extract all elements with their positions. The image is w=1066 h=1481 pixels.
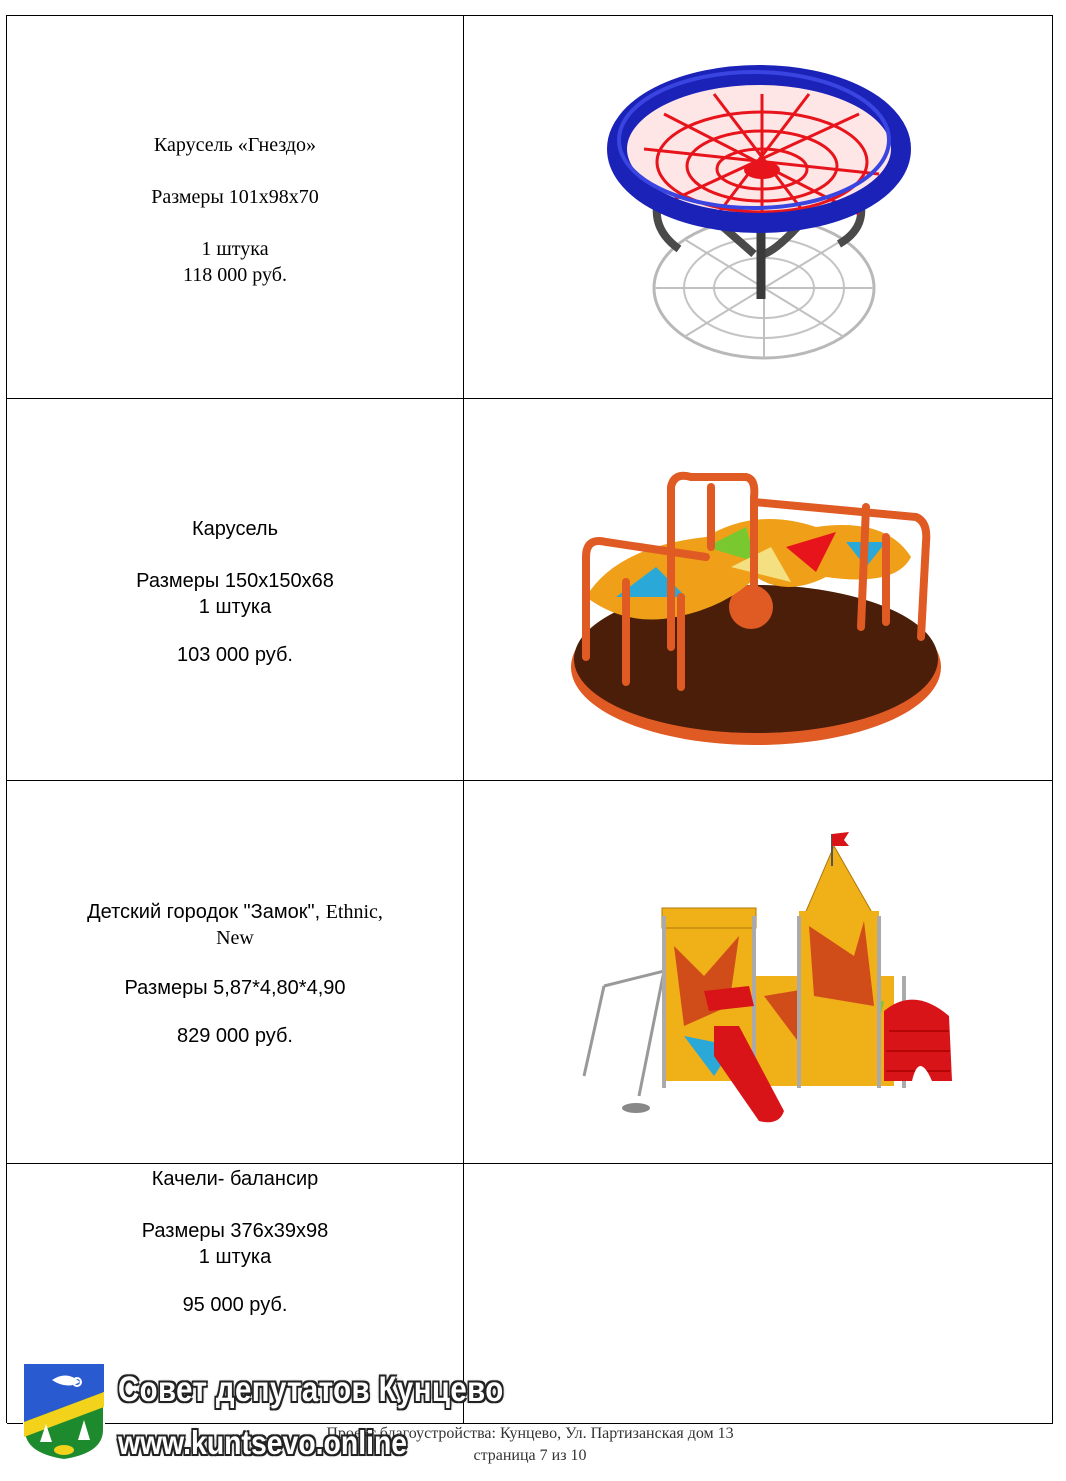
product-image-cell <box>464 1164 1053 1423</box>
table-row <box>7 781 1053 1164</box>
carousel-image <box>556 447 958 747</box>
product-size: Размеры 150х150х68 <box>136 570 334 592</box>
product-price: 118 000 руб. <box>183 264 287 286</box>
product-name-part: Детский городок "Замок", <box>87 901 326 923</box>
footer-page-number: страница 7 из 10 <box>473 1447 587 1464</box>
product-name <box>7 899 463 925</box>
product-quantity: 1 штука <box>198 1246 272 1268</box>
product-size: Размеры 5,87*4,80*4,90 <box>124 977 346 999</box>
product-price: 829 000 руб. <box>177 1025 293 1047</box>
product-image-cell <box>464 781 1053 1163</box>
product-price: 95 000 руб. <box>182 1294 288 1316</box>
product-size: Размеры 376х39х98 <box>141 1220 329 1242</box>
product-table <box>6 15 1053 1423</box>
nest-carousel-image <box>604 54 914 364</box>
footer-project: Проект благоустройства: Кунцево, Ул. Партизанская дом 13 <box>326 1425 734 1442</box>
watermark-url: www.kuntsevo.online <box>118 1424 408 1461</box>
product-quantity: 1 штука <box>198 596 272 618</box>
product-size: Размеры 101х98х70 <box>151 186 319 208</box>
product-name: Карусель <box>192 518 278 540</box>
product-name: Качели- балансир <box>151 1168 319 1190</box>
product-description-cell <box>7 16 464 398</box>
watermark-title: Совет депутатов Кунцево <box>118 1370 504 1409</box>
product-quantity: 1 штука <box>201 238 269 260</box>
product-image-cell <box>464 16 1053 398</box>
kuntsevo-emblem-icon <box>22 1362 106 1462</box>
product-price: 103 000 руб. <box>177 644 293 666</box>
product-name-part: New <box>216 927 254 949</box>
product-name: Карусель «Гнездо» <box>153 134 317 156</box>
castle-playground-image <box>564 826 964 1136</box>
table-row <box>7 399 1053 781</box>
table-row <box>7 16 1053 399</box>
product-name-part: Ethnic, <box>325 901 383 923</box>
product-image-cell <box>464 399 1053 780</box>
product-description-cell <box>7 399 464 780</box>
product-description-cell <box>7 781 464 1163</box>
